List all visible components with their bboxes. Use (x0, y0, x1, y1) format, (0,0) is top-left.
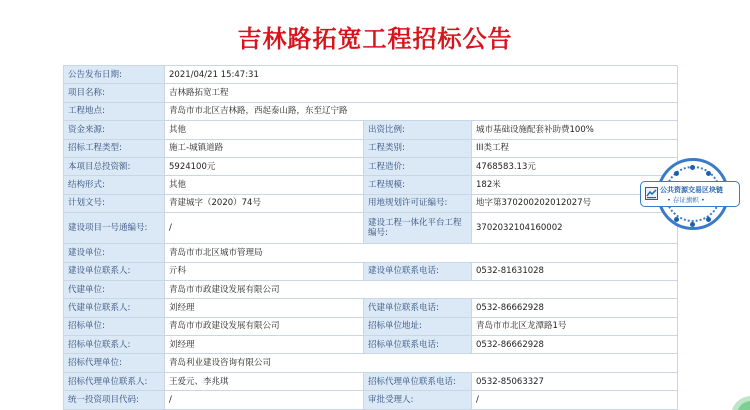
agent-builder-unit-label: 代建单位: (64, 280, 165, 298)
badge-dot (690, 165, 695, 170)
platform-code-label: 建设工程一体化平台工程编号: (364, 213, 472, 244)
badge-dot (674, 217, 679, 222)
announcement-table (63, 65, 678, 410)
badge-band (640, 181, 740, 207)
table-row (64, 336, 678, 354)
tender-agency-label: 招标代理单位: (64, 354, 165, 372)
total-investment-label: 本项目总投资额: (64, 157, 165, 175)
tender-project-type-value: 施工-城镇道路 (165, 139, 364, 157)
builder-contact-label: 建设单位联系人: (64, 262, 165, 280)
table-row (64, 244, 678, 262)
plan-document-no-label: 计划文号: (64, 194, 165, 212)
table-row (64, 194, 678, 212)
agent-builder-phone-value: 0532-86662928 (472, 299, 678, 317)
table-row (64, 354, 678, 372)
partial-right-label: 审批受理人: (364, 391, 472, 409)
contribution-ratio-value: 城市基础设施配套补助费100% (472, 121, 678, 139)
table-row (64, 176, 678, 194)
table-row (64, 317, 678, 335)
builder-phone-value: 0532-81631028 (472, 262, 678, 280)
table-row (64, 139, 678, 157)
plan-document-no-value: 青建城字（2020）74号 (165, 194, 364, 212)
badge-dot (706, 171, 711, 176)
agency-contact-label: 招标代理单位联系人: (64, 372, 165, 390)
table-row (64, 157, 678, 175)
badge-title: 公共资源交易区块链 (660, 186, 723, 194)
blockchain-logo-icon (645, 187, 658, 200)
project-name-value: 吉林路拓宽工程 (165, 84, 678, 102)
unified-code-value: / (165, 213, 364, 244)
tender-unit-contact-label: 招标单位联系人: (64, 336, 165, 354)
table-row (64, 372, 678, 390)
agency-contact-value: 王爱元、李兆琪 (165, 372, 364, 390)
corner-decoration-icon (724, 390, 750, 410)
builder-unit-label: 建设单位: (64, 244, 165, 262)
project-location-label: 工程地点: (64, 102, 165, 120)
blockchain-certificate-badge[interactable] (640, 155, 740, 235)
badge-dot (690, 222, 695, 227)
project-location-value: 青岛市市北区吉林路，西起泰山路，东至辽宁路 (165, 102, 678, 120)
project-category-label: 工程类别: (364, 139, 472, 157)
table-row (64, 262, 678, 280)
badge-dot (706, 217, 711, 222)
land-planning-permit-value: 地字第370200202012027号 (472, 194, 678, 212)
project-scale-label: 工程规模: (364, 176, 472, 194)
builder-unit-value: 青岛市市北区城市管理局 (165, 244, 678, 262)
badge-subtitle: • 存证旗帜 • (667, 196, 705, 204)
tender-agency-value: 青岛利业建设咨询有限公司 (165, 354, 678, 372)
agent-builder-phone-label: 代建单位联系电话: (364, 299, 472, 317)
project-name-label: 项目名称: (64, 84, 165, 102)
agent-builder-unit-value: 青岛市市政建设发展有限公司 (165, 280, 678, 298)
partial-left-value: / (165, 391, 364, 409)
total-investment-value: 5924100元 (165, 157, 364, 175)
tender-project-type-label: 招标工程类型: (64, 139, 165, 157)
unified-code-label: 建设项目一号通编号: (64, 213, 165, 244)
tender-unit-phone-value: 0532-86662928 (472, 336, 678, 354)
tender-unit-phone-label: 招标单位联系电话: (364, 336, 472, 354)
project-cost-value: 4768583.13元 (472, 157, 678, 175)
land-planning-permit-label: 用地规划许可证编号: (364, 194, 472, 212)
table-row (64, 121, 678, 139)
table-row (64, 66, 678, 84)
project-category-value: III类工程 (472, 139, 678, 157)
project-cost-label: 工程造价: (364, 157, 472, 175)
contribution-ratio-label: 出资比例: (364, 121, 472, 139)
tender-unit-address-label: 招标单位地址: (364, 317, 472, 335)
tender-unit-value: 青岛市市政建设发展有限公司 (165, 317, 364, 335)
table-row (64, 213, 678, 244)
publish-date-label: 公告发布日期: (64, 66, 165, 84)
tender-unit-contact-value: 刘经理 (165, 336, 364, 354)
publish-date-value: 2021/04/21 15:47:31 (165, 66, 678, 84)
fund-source-label: 资金来源: (64, 121, 165, 139)
table-row (64, 299, 678, 317)
tender-unit-label: 招标单位: (64, 317, 165, 335)
fund-source-value: 其他 (165, 121, 364, 139)
page-title: 吉林路拓宽工程招标公告 (237, 25, 513, 53)
project-scale-value: 182米 (472, 176, 678, 194)
agency-phone-value: 0532-85063327 (472, 372, 678, 390)
structure-type-value: 其他 (165, 176, 364, 194)
table-row (64, 84, 678, 102)
builder-phone-label: 建设单位联系电话: (364, 262, 472, 280)
structure-type-label: 结构形式: (64, 176, 165, 194)
table-row (64, 102, 678, 120)
partial-left-label: 统一投资项目代码: (64, 391, 165, 409)
agency-phone-label: 招标代理单位联系电话: (364, 372, 472, 390)
table-row (64, 280, 678, 298)
platform-code-value: 3702032104160002 (472, 213, 678, 244)
badge-dot (674, 171, 679, 176)
builder-contact-value: 亓科 (165, 262, 364, 280)
partial-right-value: / (472, 391, 678, 409)
table-row (64, 391, 678, 409)
tender-unit-address-value: 青岛市市北区龙潭路1号 (472, 317, 678, 335)
agent-builder-contact-label: 代建单位联系人: (64, 299, 165, 317)
agent-builder-contact-value: 刘经理 (165, 299, 364, 317)
